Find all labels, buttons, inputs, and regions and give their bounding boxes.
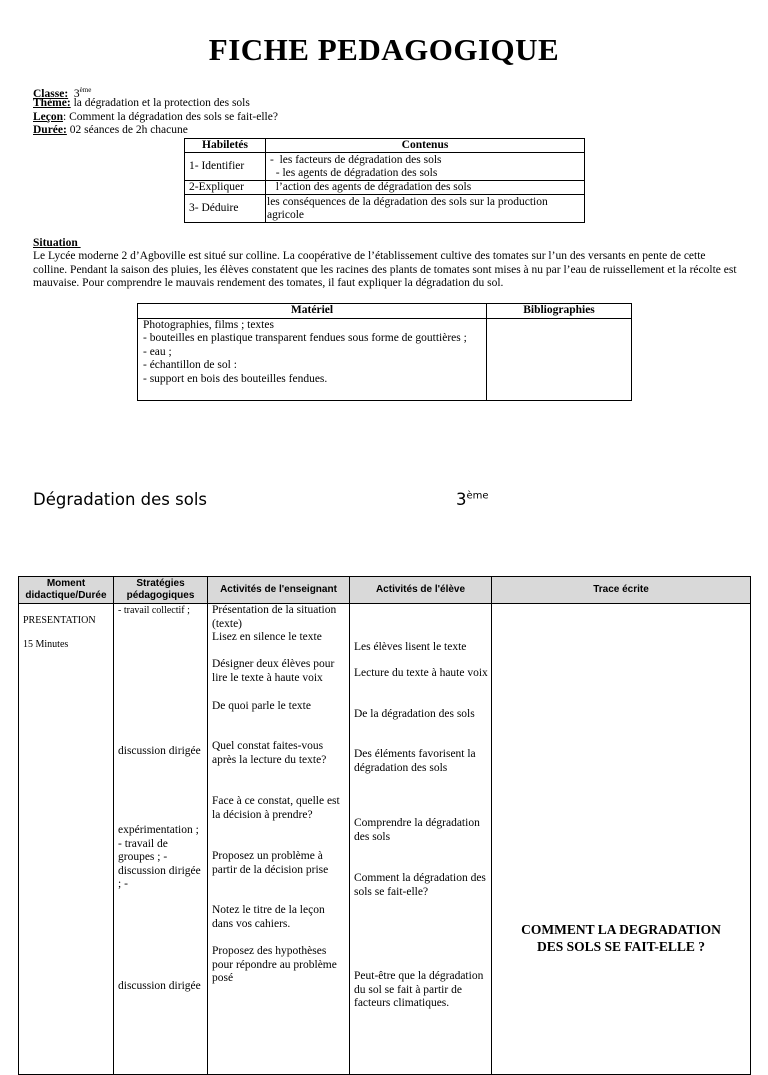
strategy-item: discussion dirigée: [118, 745, 201, 757]
enseignant-cell: [208, 604, 350, 1075]
level-sup: ème: [466, 490, 489, 502]
classe-line: Classe: 3ème: [33, 86, 92, 100]
eleve-header: Activités de l'élève: [350, 577, 492, 604]
lecon-line: Leçon: Comment la dégradation des sols se fait-elle?: [33, 111, 278, 123]
strategy-item: discussion dirigée: [118, 980, 201, 992]
habiletes-header: Habiletés: [185, 139, 266, 153]
bibliographies-header: Bibliographies: [487, 304, 632, 319]
enseignant-item: Lisez en silence le texte: [212, 631, 322, 643]
theme-value: la dégradation et la protection des sols: [73, 97, 250, 109]
strategy-item: expérimentation ; - travail de groupes ; - discussion dirigée ; -: [118, 824, 201, 890]
bibliographies-cell: [487, 318, 632, 400]
materiel-item: - échantillon de sol :: [143, 359, 237, 371]
eleve-item: De la dégradation des sols: [354, 708, 475, 720]
eleve-item: Lecture du texte à haute voix: [354, 667, 488, 679]
level-value: 3: [456, 490, 467, 509]
strategy-item: - travail collectif ;: [118, 605, 190, 616]
eleve-cell: [350, 604, 492, 1075]
lesson-table: [18, 576, 751, 1075]
duree-value: 02 séances de 2h chacune: [69, 124, 188, 136]
lecon-value: Comment la dégradation des sols se fait-elle?: [69, 111, 278, 123]
materiel-item: - support en bois des bouteilles fendues.: [143, 372, 328, 385]
moment-header: Moment didactique/Durée: [19, 577, 114, 604]
duree-line: Durée: 02 séances de 2h chacune: [33, 124, 188, 136]
strategies-header: Stratégies pédagogiques: [114, 577, 208, 604]
trace-text: COMMENT LA DEGRADATION DES SOLS SE FAIT-ELLE ?: [521, 922, 721, 954]
materiel-header: Matériel: [138, 304, 487, 319]
enseignant-item: Proposez un problème à partir de la décision prise: [212, 850, 329, 876]
contenu-line: agricole: [267, 208, 305, 221]
contenus-cell: [266, 153, 585, 181]
contenu-line: - les agents de dégradation des sols: [270, 166, 438, 179]
eleve-item: Peut-être que la dégradation du sol se fait à partir de facteurs climatiques.: [354, 970, 484, 1009]
enseignant-item: Présentation de la situation (texte): [212, 604, 337, 630]
enseignant-item: Proposez des hypothèses pour répondre au problème posé: [212, 945, 337, 984]
situation-text: Le Lycée moderne 2 d’Agboville est situé sur colline. La coopérative de l’établissement cultive des tomates sur l’un des versants en pente de cette colline. Pendant la saison des pluies, les élèves constatent que les racines des plants de tomates sont mises à nu par l’eau de ruissellement et la récolte est mauvaise. Pour comprendre le mauvais rendement des tomates, il faut expliquer la dégradation du sol.: [33, 250, 737, 289]
classe-label: Classe: [33, 87, 65, 100]
enseignant-header: Activités de l'enseignant: [208, 577, 350, 604]
materiel-item: - bouteilles en plastique transparent fendues sous forme de gouttières ;: [143, 332, 467, 344]
moment-item: 15 Minutes: [23, 639, 69, 650]
habilete-cell: 1- Identifier: [185, 153, 266, 181]
theme-label: Thème: [33, 97, 67, 109]
theme-line: Thème: la dégradation et la protection des sols: [33, 97, 250, 109]
eleve-item: Comment la dégradation des sols se fait-elle?: [354, 872, 486, 898]
materiel-cell: [138, 318, 487, 400]
enseignant-item: De quoi parle le texte: [212, 700, 311, 712]
moment-cell: [19, 604, 114, 1075]
contenu-line: les conséquences de la dégradation des sols sur la production: [267, 195, 548, 208]
classe-value: 3: [73, 87, 80, 100]
eleve-item: Des éléments favorisent la dégradation des sols: [354, 748, 476, 774]
habilete-cell: 3- Déduire: [185, 195, 266, 223]
contenus-cell: [266, 195, 585, 223]
habilete-cell: 2-Expliquer: [185, 181, 266, 195]
page-title: FICHE PEDAGOGIQUE: [208, 32, 560, 67]
trace-cell: [492, 604, 751, 1075]
situation-label: Situation: [33, 237, 81, 249]
enseignant-item: Notez le titre de la leçon dans vos cahiers.: [212, 904, 325, 930]
contenu-line: - les facteurs de dégradation des sols: [270, 153, 442, 166]
section-level: [456, 490, 489, 509]
materiel-table: [137, 303, 632, 401]
habiletes-table: [184, 138, 585, 223]
contenus-header: Contenus: [266, 139, 585, 153]
eleve-item: Les élèves lisent le texte: [354, 641, 467, 653]
moment-item: PRESENTATION: [23, 615, 96, 626]
strategies-cell: [114, 604, 208, 1075]
enseignant-item: Quel constat faites-vous après la lecture du texte?: [212, 740, 327, 766]
section-title: Dégradation des sols: [33, 490, 207, 509]
trace-header: Trace écrite: [492, 577, 751, 604]
classe-sup: ème: [79, 86, 92, 94]
enseignant-item: Désigner deux élèves pour lire le texte à haute voix: [212, 658, 335, 684]
duree-label: Durée: [33, 124, 64, 136]
lecon-label: Leçon: [33, 111, 64, 123]
enseignant-item: Face à ce constat, quelle est la décision à prendre?: [212, 795, 340, 821]
eleve-item: Comprendre la dégradation des sols: [354, 817, 480, 843]
contenus-cell: l’action des agents de dégradation des sols: [266, 181, 585, 195]
materiel-item: Photographies, films ; textes: [143, 318, 274, 331]
materiel-item: - eau ;: [143, 345, 172, 358]
